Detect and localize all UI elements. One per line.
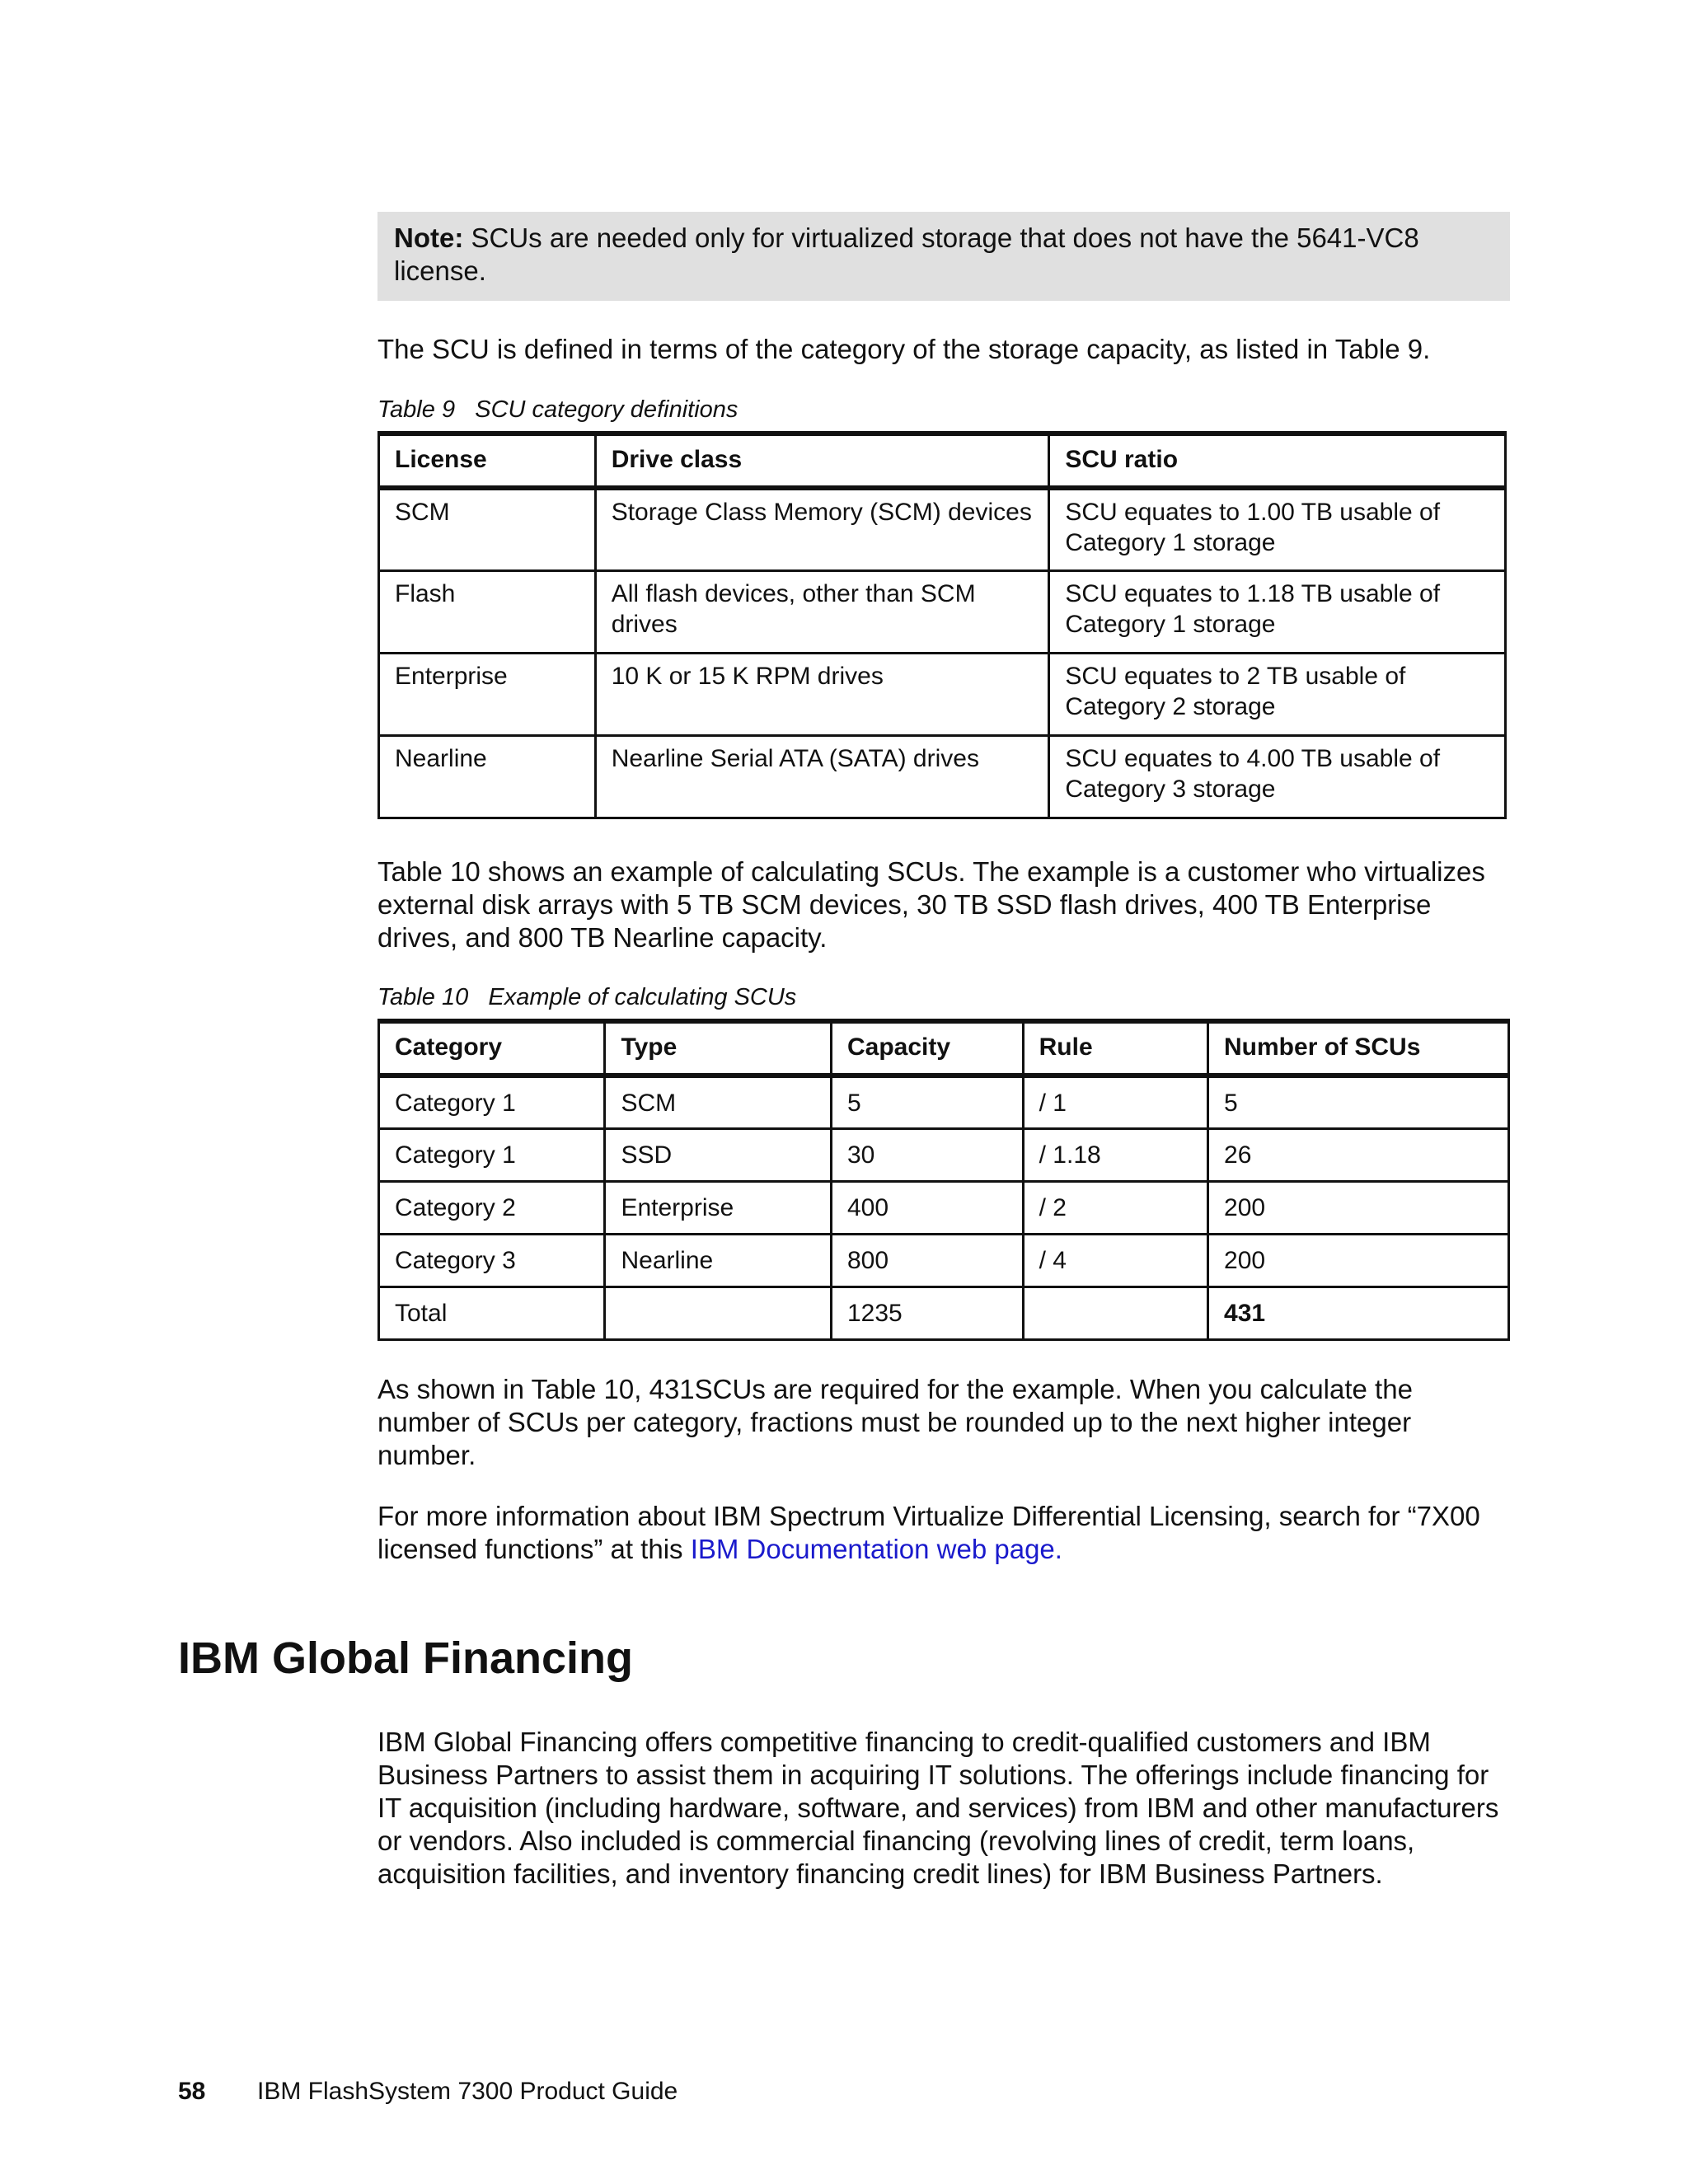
table9-header-scu-ratio: SCU ratio [1049,434,1506,488]
more-info-text: For more information about IBM Spectrum Virtualize Differential Licensing, search for “7X00 licensed functions” at this [377,1501,1480,1564]
note-box [377,212,1510,301]
table-row [379,570,1506,653]
table9-cell: Storage Class Memory (SCM) devices [595,488,1049,570]
more-info-end: . [1054,1534,1062,1564]
book-title: IBM FlashSystem 7300 Product Guide [257,2078,678,2105]
table10-cell: 200 [1208,1181,1509,1234]
table9-header-drive-class: Drive class [595,434,1049,488]
more-info-paragraph [377,1500,1510,1566]
table-row [379,735,1506,818]
table10-cell: 30 [831,1128,1023,1181]
table10-cell: Total [379,1286,605,1339]
section-heading: IBM Global Financing [178,1633,633,1683]
table10-cell [605,1286,832,1339]
table9-cell: Enterprise [379,653,596,735]
table10-cell: 5 [831,1076,1023,1128]
note-label: Note: [394,223,464,253]
page-footer [178,2077,678,2107]
note-text: SCUs are needed only for virtualized storage that does not have the 5641-VC8 license. [394,223,1419,286]
table10-header-category: Category [379,1021,605,1076]
table10-cell: Nearline [605,1234,832,1286]
table10-cell: Category 2 [379,1181,605,1234]
table9-cell: Flash [379,570,596,653]
table9-cell: Nearline Serial ATA (SATA) drives [595,735,1049,818]
after-table10-paragraph: As shown in Table 10, 431SCUs are required for the example. When you calculate the number of SCUs per category, fractions must be rounded up to the next higher integer number. [377,1374,1413,1470]
table9-cell: SCU equates to 1.00 TB usable of Category 1 storage [1049,488,1506,570]
table10-total-scus: 431 [1208,1286,1509,1339]
table9-cell: SCU equates to 2 TB usable of Category 2 storage [1049,653,1506,735]
table10-cell: / 4 [1023,1234,1207,1286]
table10-header-row [379,1021,1509,1076]
table10-cell: 200 [1208,1234,1509,1286]
table10-header-type: Type [605,1021,832,1076]
table10-header-number-of-scus: Number of SCUs [1208,1021,1509,1076]
table9-cell: SCU equates to 4.00 TB usable of Category 3 storage [1049,735,1506,818]
table10-cell: 1235 [831,1286,1023,1339]
table10-cell: / 1.18 [1023,1128,1207,1181]
table-row [379,488,1506,570]
table10-header-capacity: Capacity [831,1021,1023,1076]
table10-cell: 400 [831,1181,1023,1234]
table10-intro-paragraph: Table 10 shows an example of calculating SCUs. The example is a customer who virtualizes external disk arrays with 5 TB SCM devices, 30 TB SSD flash drives, 400 TB Enterprise drives, and 800 TB Nearline capacity. [377,856,1485,953]
financing-paragraph: IBM Global Financing offers competitive financing to credit-qualified customers and IBM Business Partners to assist them in acquiring IT solutions. The offerings include financing for IT acquisition (including hardware, software, and services) from IBM and other manufacturers or vendors. Also included is commercial financing (revolving lines of credit, term loans, acquisition facilities, and inventory financing credit lines) for IBM Business Partners. [377,1727,1499,1889]
table9-header-row [379,434,1506,488]
intro-paragraph: The SCU is defined in terms of the category of the storage capacity, as listed in Table 9. [377,334,1431,364]
table-row [379,1234,1509,1286]
table10-cell: 5 [1208,1076,1509,1128]
table9-cell: Nearline [379,735,596,818]
table9-cell: All flash devices, other than SCM drives [595,570,1049,653]
table10-cell [1023,1286,1207,1339]
table10-cell: SCM [605,1076,832,1128]
table-row [379,1181,1509,1234]
table10-header-rule: Rule [1023,1021,1207,1076]
table10-cell: Category 3 [379,1234,605,1286]
table10-cell: Enterprise [605,1181,832,1234]
table9-caption: Table 9 SCU category definitions [377,396,738,423]
table10-caption: Table 10 Example of calculating SCUs [377,984,797,1010]
table10-cell: Category 1 [379,1076,605,1128]
table10-cell: 800 [831,1234,1023,1286]
table9-cell: SCM [379,488,596,570]
table9-header-license: License [379,434,596,488]
table10-cell: / 1 [1023,1076,1207,1128]
table10-total-row [379,1286,1509,1339]
table-row [379,1128,1509,1181]
table10-cell: Category 1 [379,1128,605,1181]
table-row [379,653,1506,735]
table10 [377,1019,1510,1341]
table10-cell: 26 [1208,1128,1509,1181]
ibm-documentation-link[interactable]: IBM Documentation web page [690,1534,1055,1564]
table9 [377,431,1507,819]
table10-cell: SSD [605,1128,832,1181]
table9-cell: SCU equates to 1.18 TB usable of Category 1 storage [1049,570,1506,653]
table10-cell: / 2 [1023,1181,1207,1234]
page-number: 58 [178,2078,206,2105]
table9-cell: 10 K or 15 K RPM drives [595,653,1049,735]
table-row [379,1076,1509,1128]
